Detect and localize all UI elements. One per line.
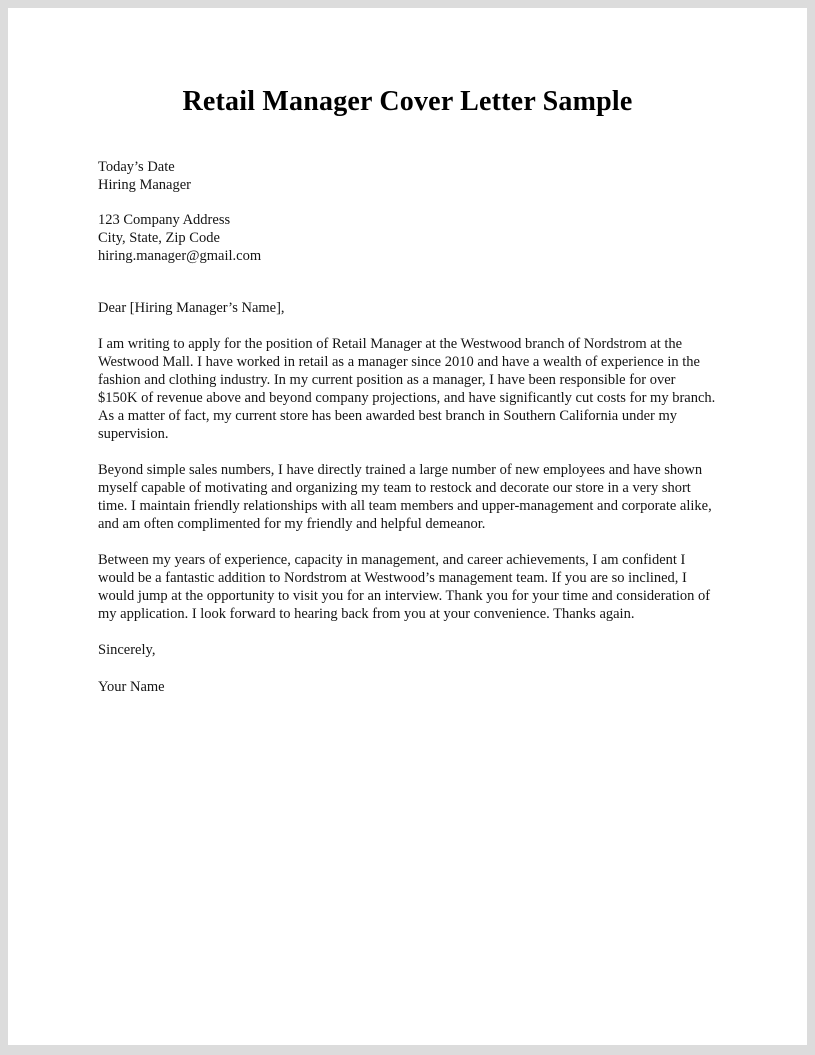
body-paragraph-2: Beyond simple sales numbers, I have directly trained a large number of new employees and have shown myself capable of motivating and organizing my team to restock and decorate our store in a very short time. I maintain friendly relationships with all team members and upper-management and corporate alike, and am often complimented for my friendly and helpful demeanor. <box>98 462 712 532</box>
letter-sheet <box>8 8 807 1045</box>
date-line: Today’s Date <box>98 159 175 175</box>
body-paragraph-3: Between my years of experience, capacity in management, and career achievements, I am confident I would be a fantastic addition to Nordstrom at Westwood’s management team. If you are so inclined, I would jump at the opportunity to visit you for an interview. Thank you for your time and consideration of my application. I look forward to hearing back from you at your convenience. Thanks again. <box>98 552 711 622</box>
letter-body <box>98 158 718 696</box>
letter-header-block <box>98 158 718 265</box>
recipient-line: Hiring Manager <box>98 177 192 193</box>
salutation: Dear [Hiring Manager’s Name], <box>98 300 285 316</box>
address-line-city: City, State, Zip Code <box>98 230 220 246</box>
address-block <box>98 211 718 265</box>
body-paragraph-1: I am writing to apply for the position of Retail Manager at the Westwood branch of Nordstrom at the Westwood Mall. I have worked in retail as a manager since 2010 and have a wealth of experience in the fashion and clothing industry. In my current position as a manager, I have been responsible for over $150K of revenue above and beyond company projections, and have significantly cut costs for my branch. As a matter of fact, my current store has been awarded best branch in Southern California under my supervision. <box>98 336 716 442</box>
document-title: Retail Manager Cover Letter Sample <box>182 86 633 117</box>
closing-line: Sincerely, <box>98 642 156 658</box>
address-line-street: 123 Company Address <box>98 212 231 228</box>
signature-line: Your Name <box>98 679 165 695</box>
address-line-email: hiring.manager@gmail.com <box>98 248 262 264</box>
